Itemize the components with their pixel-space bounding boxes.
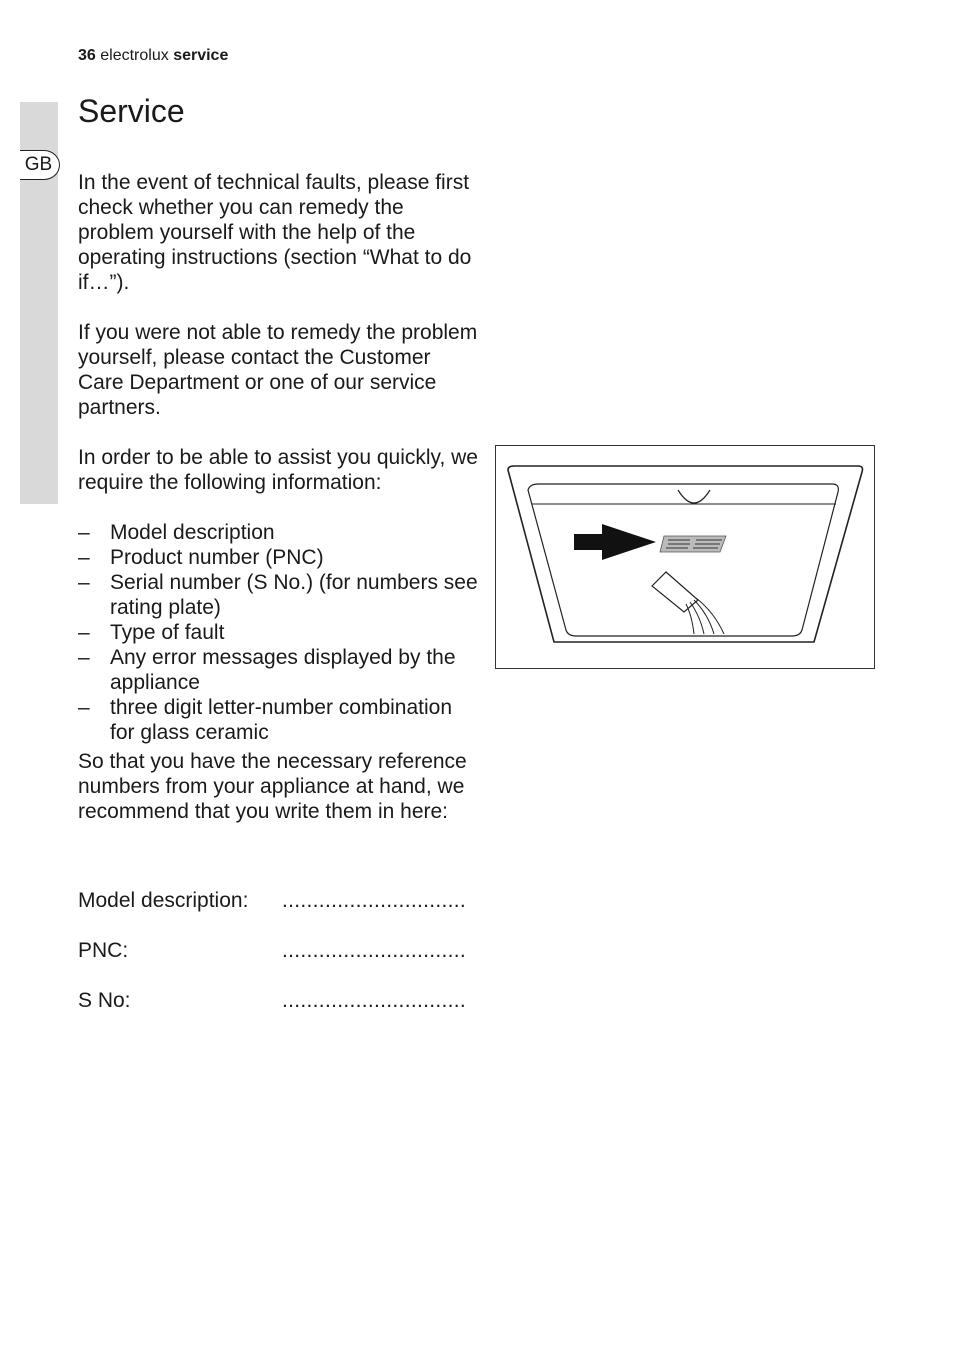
list-item: – Model description [78, 521, 275, 544]
pnc-label: PNC: [78, 939, 129, 962]
paragraph-closing: So that you have the necessary reference numbers from your appliance at hand, we recommend that you write them in here: [78, 750, 467, 823]
list-item: – three digit letter-number combination for glass ceramic [78, 696, 453, 744]
pnc-field: .............................. [282, 939, 467, 962]
form-row-model [78, 888, 478, 913]
model-description-field: .............................. [282, 889, 467, 912]
info-list [78, 520, 478, 745]
section-name: service [173, 47, 229, 64]
paragraph-requirements: In order to be able to assist you quickly, we require the following information: [78, 446, 478, 494]
oven-interior-icon [496, 446, 876, 670]
list-item: – Serial number (S No.) (for numbers see rating plate) [78, 571, 478, 619]
brand-name: electrolux [100, 47, 169, 64]
serial-number-field: .............................. [282, 989, 467, 1012]
rating-plate-icon [660, 536, 726, 552]
model-description-label: Model description: [78, 889, 249, 912]
list-item: – Type of fault [78, 621, 225, 644]
form-row-serial [78, 988, 478, 1013]
page-number: 36 [78, 47, 96, 64]
form-row-pnc [78, 938, 478, 963]
list-item: – Product number (PNC) [78, 546, 324, 569]
paragraph-intro: In the event of technical faults, please first check whether you can remedy the problem yourself with the help of the operating instructions (section “What to do if…”). [78, 171, 472, 294]
list-item: – Any error messages displayed by the appliance [78, 646, 456, 694]
language-tab: GB [20, 150, 60, 180]
page-title: Service [78, 93, 185, 129]
paragraph-contact: If you were not able to remedy the problem yourself, please contact the Customer Care Department or one of our service partners. [78, 321, 478, 419]
serial-number-label: S No: [78, 989, 131, 1012]
rating-plate-figure [495, 445, 875, 669]
page-header [78, 47, 228, 65]
